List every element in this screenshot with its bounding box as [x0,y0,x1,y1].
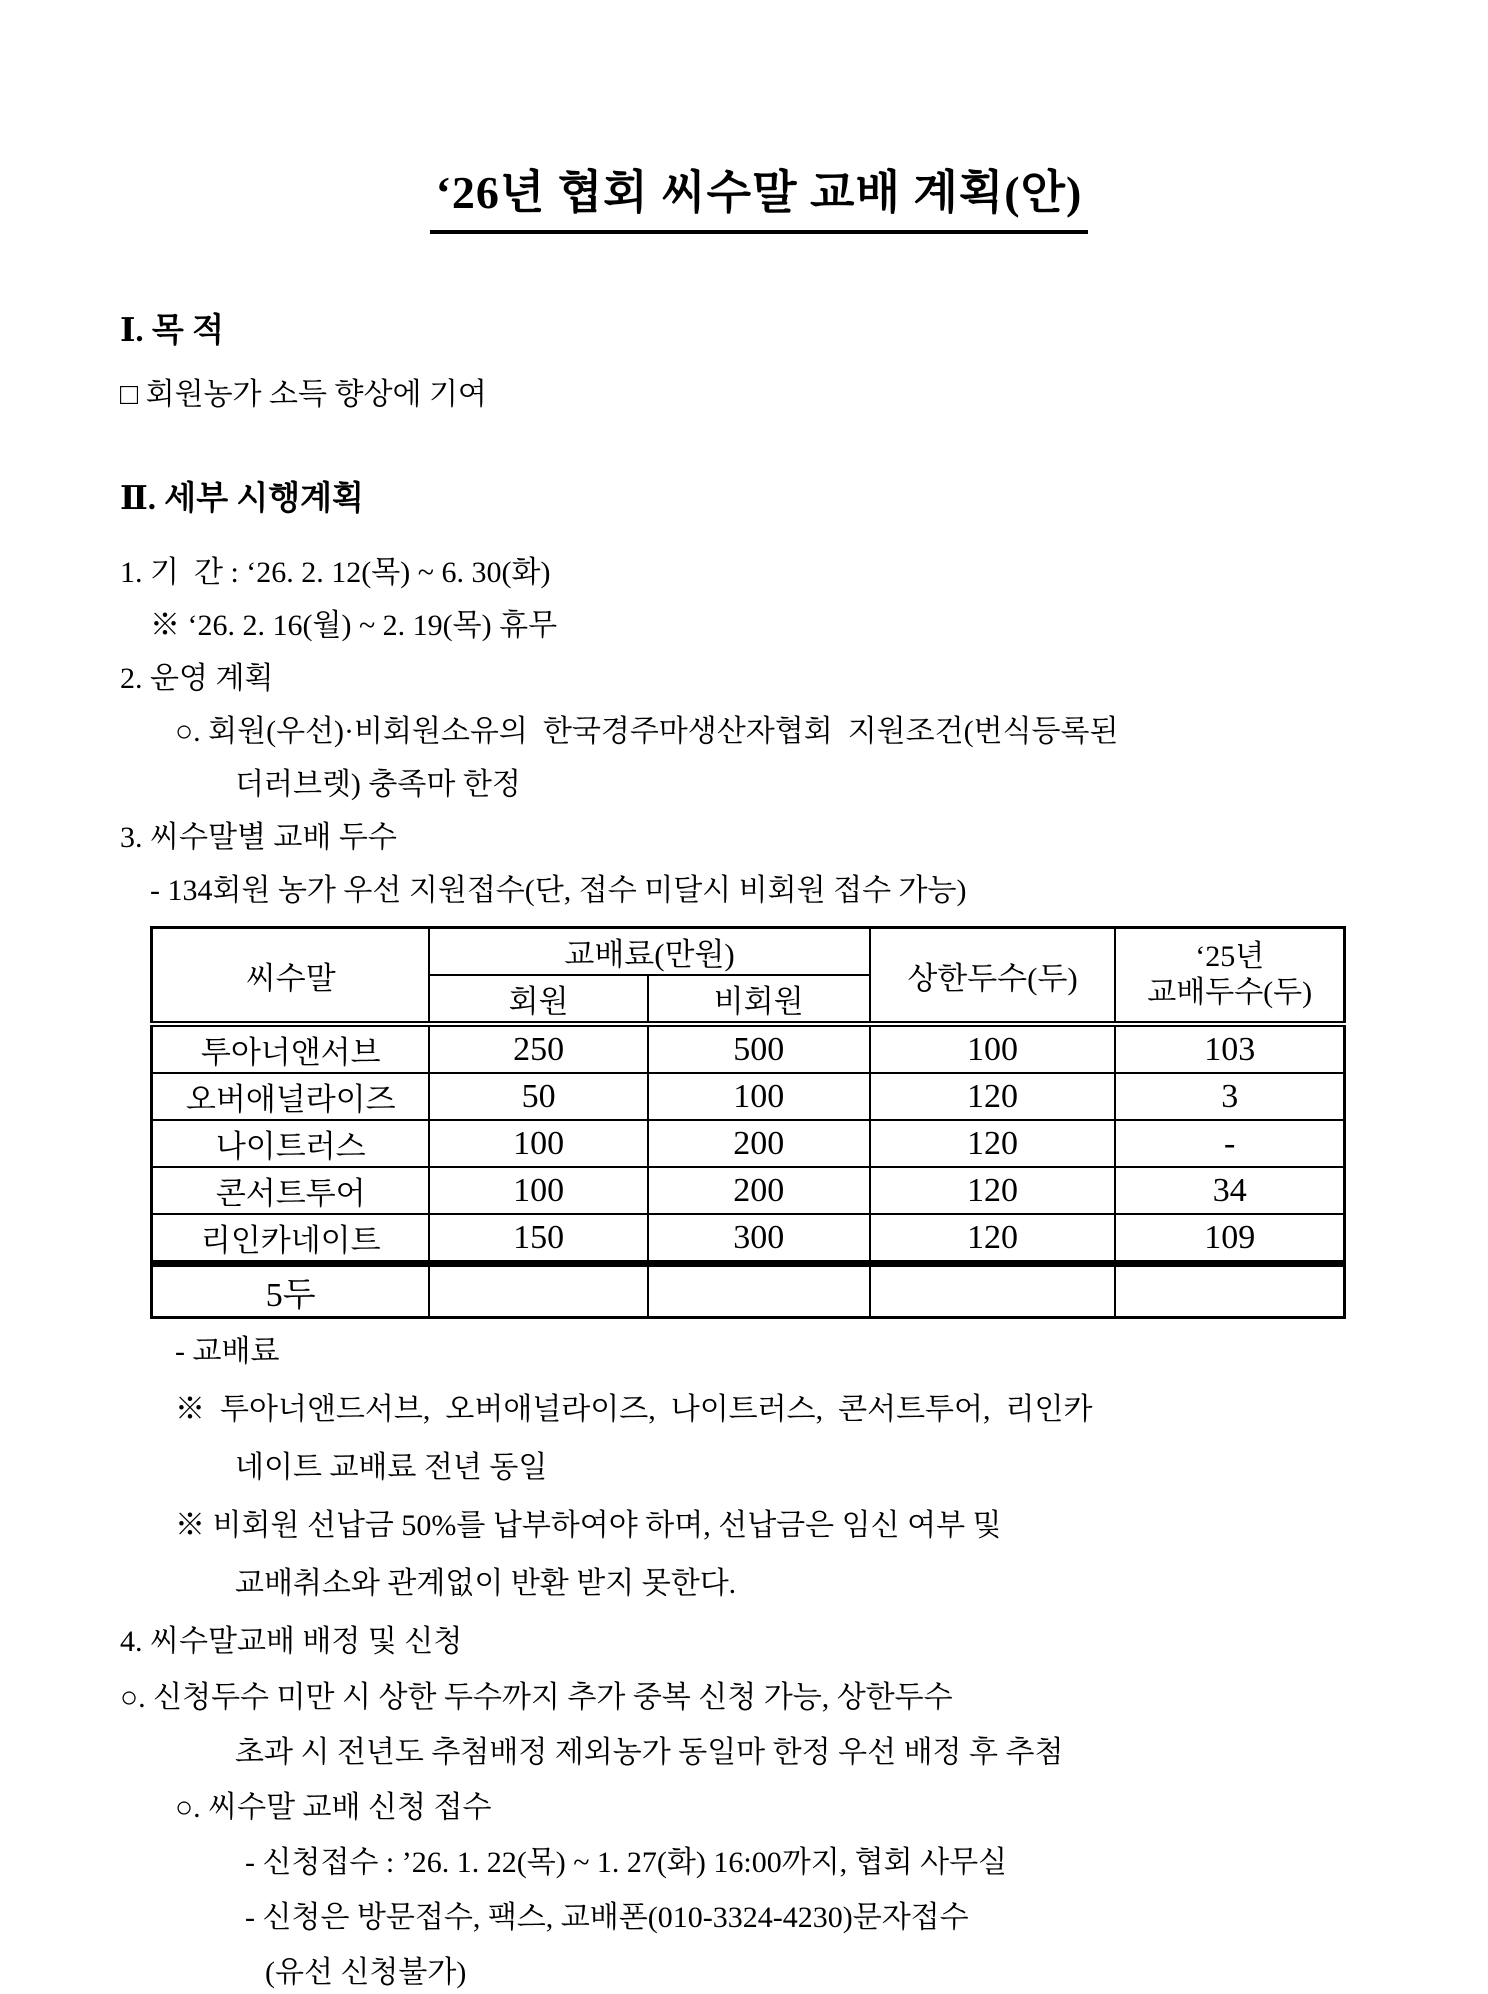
cell-prev-count: 3 [1115,1073,1344,1120]
table-footer-row [152,1264,1345,1318]
header-fee-nonmember: 비회원 [648,975,870,1024]
cell-prev-count: 109 [1115,1214,1344,1264]
cell-limit: 100 [870,1024,1116,1073]
application-method-line: - 신청은 방문접수, 팩스, 교배폰(010-3324-4230)문자접수 [245,1901,969,1934]
table-row [152,1024,1345,1073]
title-row [120,156,1398,234]
cell-member-fee: 100 [429,1167,647,1214]
assignment-item-1-line-1: ○. 신청두수 미만 시 상한 두수까지 추가 중복 신청 가능, 상한두수 [120,1681,953,1714]
fee-note-1-line-2: 네이트 교배료 전년 동일 [235,1451,548,1484]
assignment-item-2-line: ○. 씨수말 교배 신청 접수 [175,1791,492,1824]
table-row [152,1214,1345,1264]
cell-prev-count: 103 [1115,1024,1344,1073]
cell-nonmember-fee: 200 [648,1120,870,1167]
cell-member-fee: 250 [429,1024,647,1073]
cell-limit: 120 [870,1167,1116,1214]
cell-stallion-name: 리인카네이트 [152,1214,430,1264]
header-prev-year-line2: 교배두수(두) [1147,976,1313,1009]
period-holiday-note: ※ ‘26. 2. 16(월) ~ 2. 19(목) 휴무 [150,609,558,642]
cell-limit: 120 [870,1073,1116,1120]
operation-line: 2. 운영 계획 [120,662,274,695]
fee-note-1-line-1: ※ 투아너앤드서브, 오버애널라이즈, 나이트러스, 콘서트투어, 리인카 [175,1393,1093,1426]
header-prev-year [1115,928,1344,1025]
assignment-item-1-line-2: 초과 시 전년도 추첨배정 제외농가 동일마 한정 우선 배정 후 추첨 [235,1736,1064,1769]
header-fee: 교배료(만원) [429,928,869,976]
cell-member-fee: 50 [429,1073,647,1120]
operation-item-line-2: 더러브렛) 충족마 한정 [235,768,521,801]
operation-item-line-1: ○. 회원(우선)·비회원소유의 한국경주마생산자협회 지원조건(번식등록된 [175,715,1119,748]
header-prev-year-line1: ‘25년 [1195,940,1265,973]
cell-nonmember-fee: 100 [648,1073,870,1120]
stallion-fee-table [150,926,1346,1319]
cell-member-fee: 100 [429,1120,647,1167]
fee-label: - 교배료 [175,1335,280,1368]
cell-limit: 120 [870,1214,1116,1264]
header-stallion: 씨수말 [152,928,430,1025]
cell-member-fee: 150 [429,1214,647,1264]
fee-note-2-line-2: 교배취소와 관계없이 반환 받지 못한다. [235,1567,737,1600]
period-line: 1. 기 간 : ‘26. 2. 12(목) ~ 6. 30(화) [120,556,551,589]
cell-prev-count: 34 [1115,1167,1344,1214]
assignment-heading-line: 4. 씨수말교배 배정 및 신청 [120,1625,463,1658]
table-row [152,1120,1345,1167]
cell-empty [870,1264,1116,1318]
document-title: ‘26년 협회 씨수말 교배 계획(안) [430,156,1089,234]
cell-empty [648,1264,870,1318]
table-row [152,1167,1345,1214]
cell-stallion-name: 나이트러스 [152,1120,430,1167]
cell-stallion-name: 콘서트투어 [152,1167,430,1214]
cell-limit: 120 [870,1120,1116,1167]
application-restriction-line: (유선 신청불가) [265,1956,467,1989]
section-2-heading: Ⅱ. 세부 시행계획 [120,481,364,517]
fee-note-2-line-1: ※ 비회원 선납금 50%를 납부하여야 하며, 선납금은 임신 여부 및 [175,1509,1002,1542]
section-1-heading: Ⅰ. 목 적 [120,313,224,349]
cell-empty [429,1264,647,1318]
header-fee-member: 회원 [429,975,647,1024]
cell-stallion-name: 투아너앤서브 [152,1024,430,1073]
purpose-item: □ 회원농가 소득 향상에 기여 [120,378,487,411]
table-row [152,1073,1345,1120]
cell-nonmember-fee: 500 [648,1024,870,1073]
cell-prev-count: - [1115,1120,1344,1167]
application-period-line: - 신청접수 : ’26. 1. 22(목) ~ 1. 27(화) 16:00까지, 협회 사무실 [245,1846,1008,1879]
table-header-row-1 [152,928,1345,976]
cell-empty [1115,1264,1344,1318]
cell-stallion-name: 오버애널라이즈 [152,1073,430,1120]
cell-nonmember-fee: 300 [648,1214,870,1264]
cell-total: 5두 [152,1264,430,1318]
mating-count-line: 3. 씨수말별 교배 두수 [120,821,397,854]
cell-nonmember-fee: 200 [648,1167,870,1214]
mating-count-sub: - 134회원 농가 우선 지원접수(단, 접수 미달시 비회원 접수 가능) [150,874,967,907]
header-limit: 상한두수(두) [870,928,1116,1025]
